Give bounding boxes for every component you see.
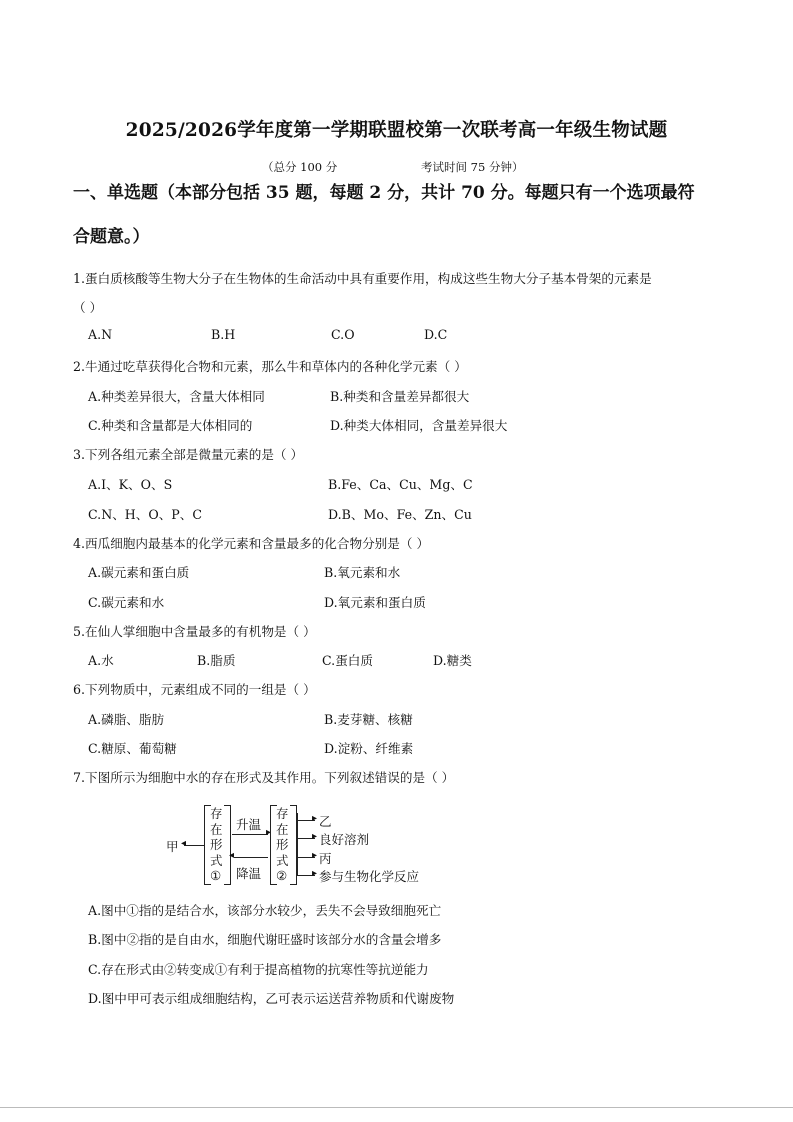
question-stem-cont: （ ）: [73, 300, 103, 315]
option-b: B.图中②指的是自由水，细胞代谢旺盛时该部分水的含量会增多: [88, 932, 442, 947]
question-stem: 7.下图所示为细胞中水的存在形式及其作用。下列叙述错误的是（ ）: [73, 770, 455, 785]
arrow-right-icon: ▸: [312, 850, 318, 861]
option-b: B.H: [211, 327, 236, 342]
option-c: C.碳元素和水: [88, 595, 165, 610]
output-solvent: 良好溶剂: [319, 832, 370, 847]
option-a: A.N: [88, 327, 113, 342]
arrow-right-icon: ▸: [266, 827, 272, 838]
question-stem: 1.蛋白质核酸等生物大分子在生物体的生命活动中具有重要作用，构成这些生物大分子基本骨架的元素是: [73, 271, 652, 286]
option-a: A.磷脂、脂肪: [88, 712, 165, 727]
option-a: A.水: [88, 653, 114, 668]
warm-label: 升温: [236, 817, 262, 832]
question-stem: 6.下列物质中，元素组成不同的一组是（ ）: [73, 682, 316, 697]
option-b: B.脂质: [197, 653, 236, 668]
form-2-label: 存 在 形 式 ②: [276, 806, 289, 883]
question-stem: 5.在仙人掌细胞中含量最多的有机物是（ ）: [73, 624, 316, 639]
right-bracket-2: [290, 805, 297, 885]
option-c: C.O: [331, 327, 355, 342]
arrow-right-icon: ▸: [312, 868, 318, 879]
question-stem: 2.牛通过吃草获得化合物和元素，那么牛和草体内的各种化学元素（ ）: [73, 359, 467, 374]
cool-label: 降温: [236, 866, 262, 881]
option-c: C.N、H、O、P、C: [88, 507, 203, 522]
arrow-left-icon: ◂: [181, 838, 187, 849]
exam-time: 考试时间 75 分钟）: [421, 160, 524, 174]
option-c: C.存在形式由②转变成①有利于提高植物的抗寒性等抗逆能力: [88, 962, 429, 977]
jia-label: 甲: [166, 839, 179, 854]
option-d: D.B、Mo、Fe、Zn、Cu: [328, 507, 472, 522]
section-heading-line1: 一、单选题（本部分包括 35 题，每题 2 分，共计 70 分。每题只有一个选项最符: [73, 183, 695, 203]
output-yi: 乙: [319, 814, 332, 829]
option-a: A.I、K、O、S: [88, 477, 173, 492]
arrow-right-icon: ▸: [312, 813, 318, 824]
option-c: C.蛋白质: [322, 653, 373, 668]
option-d: D.氧元素和蛋白质: [324, 595, 426, 610]
option-b: B.氧元素和水: [324, 565, 401, 580]
section-heading-line2: 合题意。）: [73, 227, 150, 247]
total-score: （总分 100 分: [262, 160, 338, 174]
form-1-label: 存 在 形 式 ①: [210, 806, 223, 883]
right-bracket-1: [224, 805, 231, 885]
question-stem: 3.下列各组元素全部是微量元素的是（ ）: [73, 447, 304, 462]
option-b: B.Fe、Ca、Cu、Mg、C: [328, 477, 473, 492]
option-d: D.C: [424, 327, 448, 342]
option-a: A.图中①指的是结合水，该部分水较少，丢失不会导致细胞死亡: [88, 903, 442, 918]
option-b: B.种类和含量差异都很大: [330, 389, 470, 404]
option-a: A.碳元素和蛋白质: [88, 565, 190, 580]
option-a: A.种类差异很大，含量大体相同: [88, 389, 265, 404]
option-b: B.麦芽糖、核糖: [324, 712, 413, 727]
page-bottom-divider: [0, 1107, 793, 1108]
arrow-left-icon: ◂: [229, 850, 235, 861]
option-d: D.种类大体相同，含量差异很大: [330, 418, 508, 433]
option-d: D.淀粉、纤维素: [324, 741, 414, 756]
output-reaction: 参与生物化学反应: [319, 869, 420, 884]
page-title: 2025/2026学年度第一学期联盟校第一次联考高一年级生物试题: [125, 120, 668, 141]
option-c: C.种类和含量都是大体相同的: [88, 418, 253, 433]
option-c: C.糖原、葡萄糖: [88, 741, 177, 756]
question-stem: 4.西瓜细胞内最基本的化学元素和含量最多的化合物分别是（ ）: [73, 536, 430, 551]
option-d: D.糖类: [433, 653, 472, 668]
option-d: D.图中甲可表示组成细胞结构，乙可表示运送营养物质和代谢废物: [88, 991, 455, 1006]
arrow-right-icon: ▸: [312, 831, 318, 842]
output-bing: 丙: [319, 851, 332, 866]
